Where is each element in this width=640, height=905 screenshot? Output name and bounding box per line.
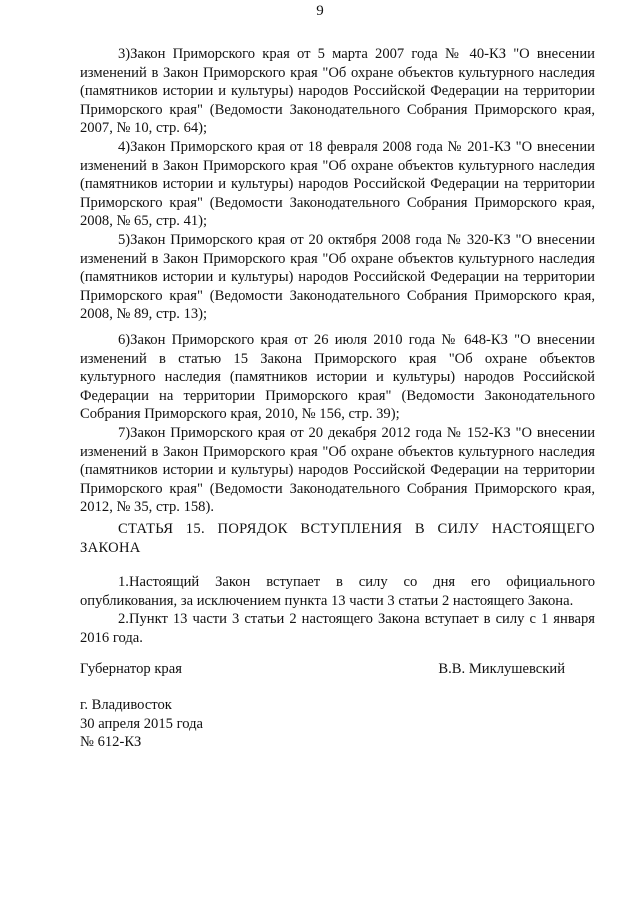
article-point: 2.Пункт 13 части 3 статьи 2 настоящего Закона вступает в силу с 1 января 2016 года. bbox=[80, 611, 595, 646]
page-number: 9 bbox=[316, 3, 324, 19]
law-number: № 612-КЗ bbox=[80, 734, 142, 751]
signatory-name: В.В. Миклушевский bbox=[438, 661, 565, 677]
city: г. Владивосток bbox=[80, 697, 172, 713]
article-point: 1.Настоящий Закон вступает в силу со дня его официального опубликования, за исключением пункта 13 части 3 статьи 2 настоящего Закона. bbox=[80, 574, 595, 609]
article-points bbox=[80, 573, 595, 647]
list-item: 5)Закон Приморского края от 20 октября 2008 года № 320-КЗ "О внесении изменений в Закон Приморского края "Об охране объектов культурного наследия (памятников истории и культуры) народов Российской Федерации на территории Приморского края" (Ведомости Законодательного Собрания Приморского края, 2008, № 89, стр. 13); bbox=[80, 231, 595, 323]
amended-laws-list-part-2 bbox=[80, 331, 595, 517]
adoption-date: 30 апреля 2015 года bbox=[80, 715, 203, 732]
list-item: 4)Закон Приморского края от 18 февраля 2008 года № 201-КЗ "О внесении изменений в Закон Приморского края "Об охране объектов культурного наследия (памятников истории и культуры) народов Российской Федерации на территории Приморского края" (Ведомости Законодательного Собрания Приморского края, 2008, № 65, стр. 41); bbox=[80, 138, 595, 230]
article-heading: СТАТЬЯ 15. ПОРЯДОК ВСТУПЛЕНИЯ В СИЛУ НАСТОЯЩЕГО ЗАКОНА bbox=[80, 521, 595, 556]
list-item: 7)Закон Приморского края от 20 декабря 2012 года № 152-КЗ "О внесении изменений в Закон Приморского края "Об охране объектов культурного наследия (памятников истории и культуры) народов Российской Федерации на территории Приморского края" (Ведомости Законодательного Собрания Приморского края, 2012, № 35, стр. 158). bbox=[80, 424, 595, 516]
amended-laws-list-part-1 bbox=[80, 45, 595, 324]
list-item: 3)Закон Приморского края от 5 марта 2007 года № 40-КЗ "О внесении изменений в Закон Приморского края "Об охране объектов культурного наследия (памятников истории и культуры) народов Российской Федерации на территории Приморского края" (Ведомости Законодательного Собрания Приморского края, 2007, № 10, стр. 64); bbox=[80, 46, 595, 137]
place-date-block bbox=[80, 696, 203, 752]
signatory-position: Губернатор края bbox=[80, 661, 182, 677]
list-item: 6)Закон Приморского края от 26 июля 2010 года № 648-КЗ "О внесении изменений в статью 15 Закона Приморского края "Об охране объектов культурного наследия (памятников истории и культуры) народов Российской Федерации на территории Приморского края" (Ведомости Законодательного Собрания Приморского края, 2010, № 156, стр. 39); bbox=[80, 332, 595, 423]
